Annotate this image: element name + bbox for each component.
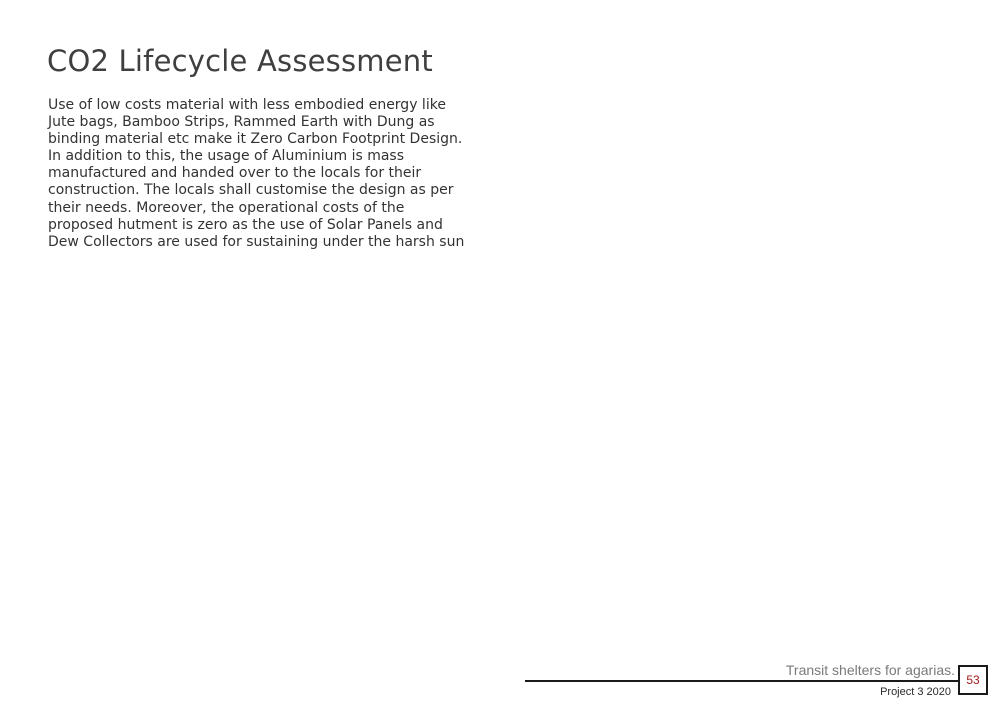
page-number-box bbox=[958, 665, 988, 695]
page-number: 53 bbox=[966, 673, 980, 687]
footer-project-subtitle: Project 3 2020 bbox=[880, 686, 951, 698]
body-paragraph: Use of low costs material with less embodied energy like Jute bags, Bamboo Strips, Rammed Earth with Dung as binding material etc make it Zero Carbon Footprint Design. In addition to this, the usage of Aluminium is mass manufactured and handed over to the locals for their construction. The locals shall customise the design as per their needs. Moreover, the operational costs of the proposed hutment is zero as the use of Solar Panels and Dew Collectors are used for sustaining under the harsh sun bbox=[48, 97, 465, 250]
footer-project-title: Transit shelters for agarias. bbox=[785, 662, 955, 678]
footer-divider bbox=[525, 680, 959, 682]
page-title: CO2 Lifecycle Assessment bbox=[47, 44, 433, 78]
